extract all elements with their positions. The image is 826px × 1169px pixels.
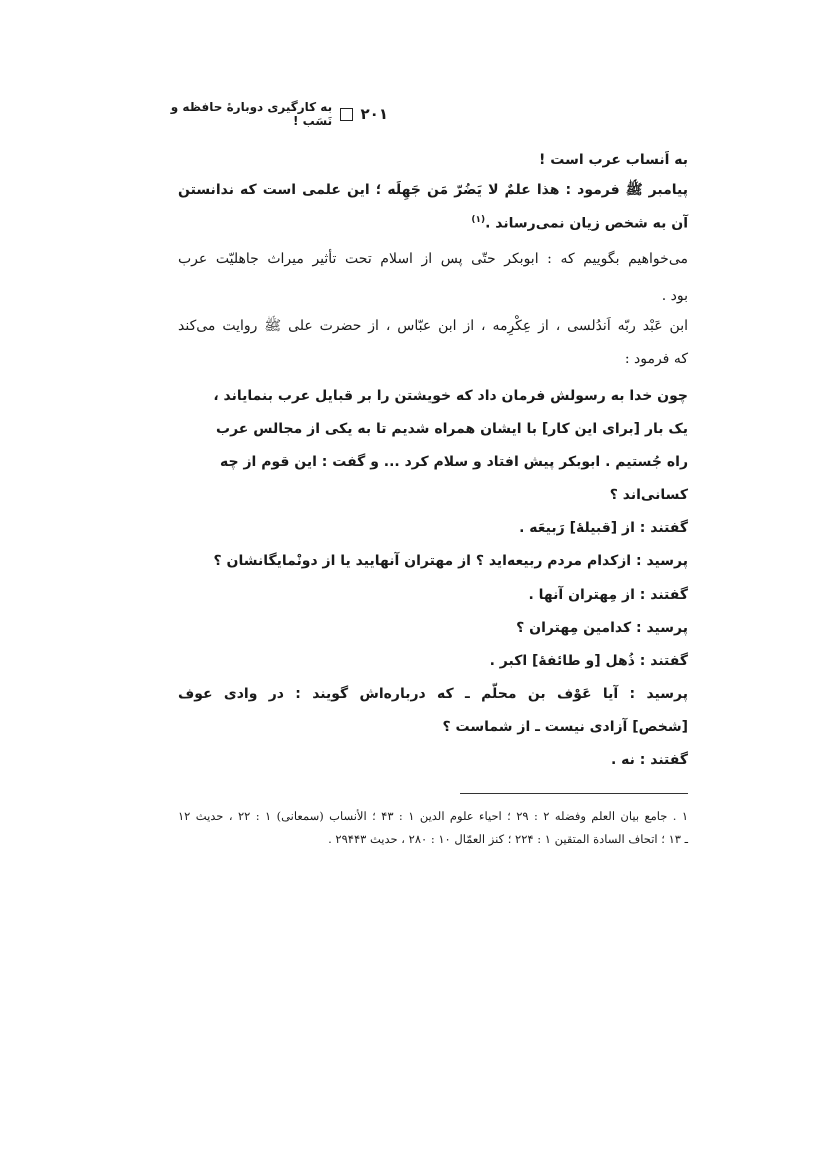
body-line: پیامبر ﷺ فرمود : هذا علمٌ لا یَضُرّ مَن جَهِلَه ؛ این علمی است که ندانستن: [178, 182, 688, 198]
body-line: بود .: [661, 288, 688, 304]
quote-line: پرسید : ازکدام مردم ربیعه‌اید ؟ از مهتران آنهایید یا از دونْمایگانشان ؟: [213, 553, 688, 569]
body-line: که فرمود :: [624, 351, 688, 367]
footnote-marker: (۱): [471, 215, 486, 225]
quote-line: چون خدا به رسولش فرمان داد که خویشتن را بر قبایل عرب بنمایاند ،: [213, 388, 688, 404]
body-line-text: آن به شخص زیان نمی‌رساند .: [485, 215, 688, 232]
running-title: به کارگیری دوبارهٔ حافظه و نَسَب !: [170, 100, 333, 128]
quote-line: کسانی‌اند ؟: [609, 487, 688, 503]
quote-line: پرسید : کدامین مِهتران ؟: [516, 620, 688, 636]
page-header: [138, 100, 388, 128]
quote-line: پرسید : آیا عَوْف بن محلّم ـ که درباره‌اش گویند : در وادی عوف: [178, 686, 688, 702]
quote-line: گفتند : از مِهتران آنها .: [528, 587, 688, 603]
footnote-line: ۱ . جامع بیان العلم وفضله ۲ : ۲۹ ؛ احیاء علوم الدین ۱ : ۴۳ ؛ الأنساب (سمعانی) ۱ : ۲۲ ، حدیث ۱۲: [178, 809, 689, 823]
body-line: می‌خواهیم بگوییم که : ابوبکر حتّی پس از اسلام تحت تأثیر میراث جاهلیّت عرب: [178, 251, 688, 267]
quote-line: گفتند : ذُهل [و طائفهٔ] اکبر .: [489, 653, 688, 669]
footnote-line: ـ ۱۳ ؛ اتحاف السادة المتقین ۱ : ۲۲۴ ؛ کنز العمّال ۱۰ : ۲۸۰ ، حدیث ۲۹۴۴۳ .: [328, 832, 688, 846]
quote-line: راه جُستیم . ابوبکر پیش افتاد و سلام کرد ... و گفت : این قوم از چه: [220, 454, 688, 470]
body-line: ابن عَبْد ربّه اَندُلسی ، از عِکْرِمه ، از ابن عبّاس ، از حضرت علی ﷺ روایت می‌کند: [178, 318, 688, 334]
quote-line: یک بار [برای این کار] با ایشان همراه شدیم تا به یکی از مجالس عرب: [216, 421, 688, 437]
body-line: به اَنساب عرب است !: [539, 152, 688, 168]
footnote-rule: [460, 793, 688, 794]
page-number: ۲۰۱: [360, 105, 388, 123]
quote-line: [شخص] آزادی نیست ـ از شماست ؟: [442, 719, 688, 735]
quote-line: گفتند : نه .: [610, 752, 688, 768]
square-icon: [340, 108, 352, 121]
body-line: [471, 210, 688, 234]
quote-line: گفتند : از [قبیلهٔ] رَبیعَه .: [519, 520, 688, 536]
